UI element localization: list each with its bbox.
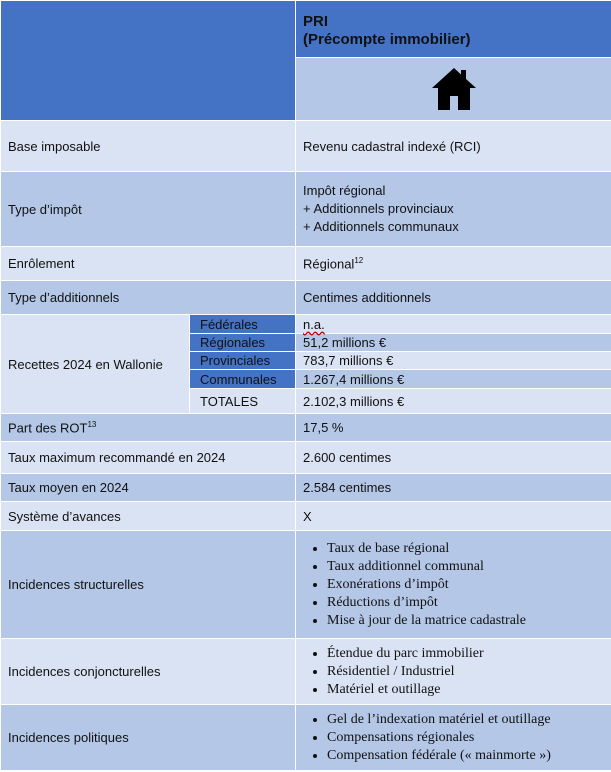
list-item: • Compensations régionales	[327, 729, 604, 747]
recettes-category: Régionales	[190, 334, 296, 352]
list-item: • Taux additionnel communal	[327, 558, 604, 576]
header-title-line1: PRI	[303, 13, 329, 30]
incidences-structurelles-list	[303, 540, 604, 630]
taux-moyen-label: Taux moyen en 2024	[1, 474, 296, 502]
enrolement-text: Régional	[303, 256, 355, 272]
enrolement-value	[296, 247, 611, 281]
recettes-category: Provinciales	[190, 352, 296, 370]
header-title-cell	[296, 1, 611, 58]
list-item: • Mise à jour de la matrice cadastrale	[327, 612, 604, 630]
part-rot-label	[1, 414, 296, 442]
taux-max-label: Taux maximum recommandé en 2024	[1, 442, 296, 474]
incidences-conjoncturelles-label: Incidences conjoncturelles	[1, 639, 296, 705]
list-item: • Étendue du parc immobilier	[327, 645, 604, 663]
incidences-structurelles-value	[296, 531, 611, 639]
incidences-structurelles-label: Incidences structurelles	[1, 531, 296, 639]
taux-max-value: 2.600 centimes	[296, 442, 611, 474]
incidences-politiques-label: Incidences politiques	[1, 705, 296, 771]
enrolement-label: Enrôlement	[1, 247, 296, 281]
incidences-politiques-list	[303, 711, 604, 765]
part-rot-text: Part des ROT	[8, 420, 88, 436]
incidences-conjoncturelles-value	[296, 639, 611, 705]
list-item: • Taux de base régional	[327, 540, 604, 558]
recettes-value	[296, 315, 611, 334]
taux-moyen-value: 2.584 centimes	[296, 474, 611, 502]
list-item: • Réductions d’impôt	[327, 594, 604, 612]
recettes-category: TOTALES	[190, 389, 296, 414]
systeme-avances-label: Système d’avances	[1, 502, 296, 531]
list-item: • Exonérations d’impôt	[327, 576, 604, 594]
list-item: • Résidentiel / Industriel	[327, 663, 604, 681]
type-impot-line: Impôt régional	[303, 183, 386, 198]
type-additionnels-label: Type d’additionnels	[1, 281, 296, 315]
recettes-value: 2.102,3 millions €	[296, 389, 611, 414]
systeme-avances-value: X	[296, 502, 611, 531]
type-impot-line: + Additionnels provinciaux	[303, 201, 454, 216]
type-impot-line: + Additionnels communaux	[303, 219, 459, 234]
recettes-value: 51,2 millions €	[296, 334, 611, 352]
type-impot-label: Type d’impôt	[1, 172, 296, 247]
house-icon	[430, 66, 478, 112]
incidences-conjoncturelles-list	[303, 645, 604, 699]
part-rot-value: 17,5 %	[296, 414, 611, 442]
recettes-value-text: n.a.	[303, 316, 325, 332]
type-additionnels-value: Centimes additionnels	[296, 281, 611, 315]
header-icon-cell	[296, 58, 611, 121]
recettes-value: 1.267,4 millions €	[296, 370, 611, 389]
recettes-category: Communales	[190, 370, 296, 389]
footnote-ref: 13	[87, 419, 97, 429]
type-impot-value	[296, 172, 611, 247]
header-empty-cell	[1, 1, 296, 121]
base-imposable-label: Base imposable	[1, 121, 296, 172]
recettes-category: Fédérales	[190, 315, 296, 334]
list-item: • Compensation fédérale (« mainmorte »)	[327, 747, 604, 765]
list-item: • Gel de l’indexation matériel et outillage	[327, 711, 604, 729]
list-item: • Matériel et outillage	[327, 681, 604, 699]
header-title-line2: (Précompte immobilier)	[303, 31, 471, 48]
base-imposable-value: Revenu cadastral indexé (RCI)	[296, 121, 611, 172]
recettes-value: 783,7 millions €	[296, 352, 611, 370]
incidences-politiques-value	[296, 705, 611, 771]
footnote-ref: 12	[354, 255, 364, 265]
recettes-label: Recettes 2024 en Wallonie	[1, 315, 190, 414]
